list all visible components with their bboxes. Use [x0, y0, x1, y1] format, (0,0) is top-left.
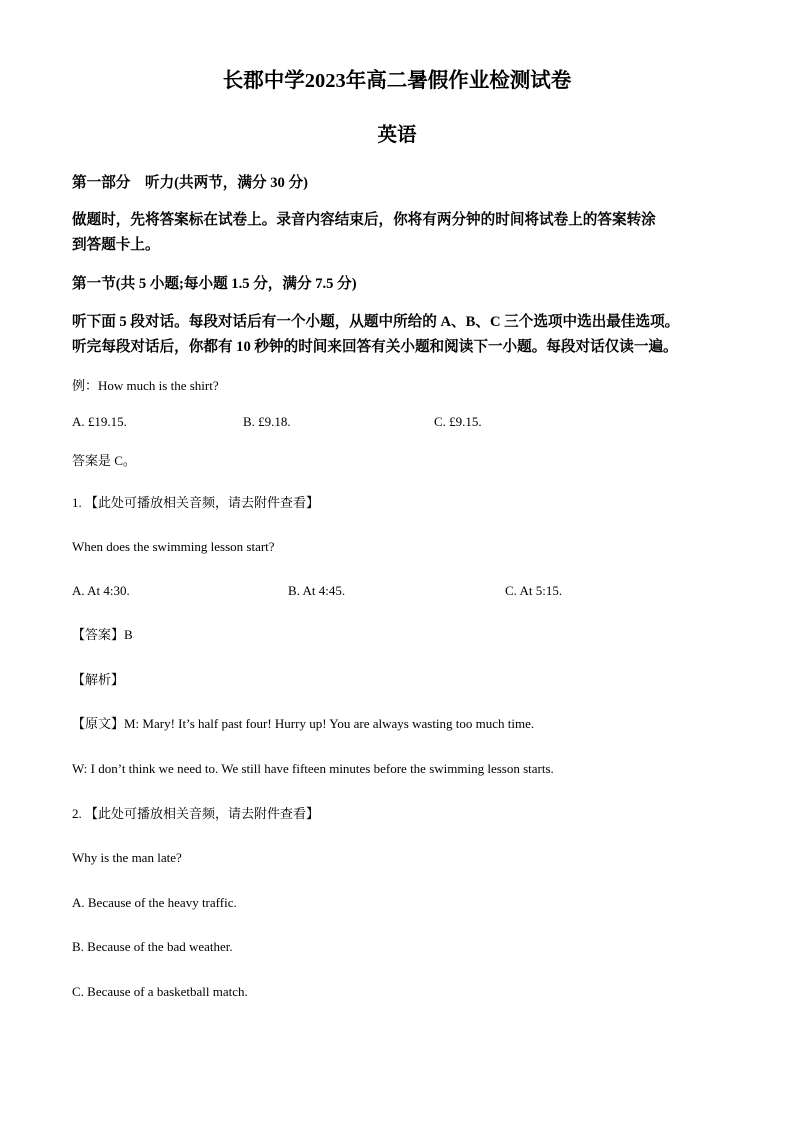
- q1-option-c: C. At 5:15.: [505, 583, 563, 598]
- instructions-line-2: 到答题卡上。: [72, 237, 160, 253]
- q1-transcript-line-2: W: I don’t think we need to. We still have fifteen minutes before the swimming lesson starts.: [72, 761, 554, 776]
- q1-question: When does the swimming lesson start?: [72, 539, 275, 554]
- example-question: 例：How much is the shirt?: [72, 378, 219, 393]
- q2-option-c: C. Because of a basketball match.: [72, 984, 248, 999]
- q1-answer: 【答案】B: [72, 627, 133, 642]
- section1-instructions-line-1: 听下面 5 段对话。每段对话后有一个小题，从题中所给的 A、B、C 三个选项中选出最佳选项。: [72, 314, 680, 330]
- q2-option-a: A. Because of the heavy traffic.: [72, 895, 237, 910]
- exam-title: 长郡中学2023年高二暑假作业检测试卷: [222, 70, 572, 92]
- section1-heading: 第一节(共 5 小题;每小题 1.5 分，满分 7.5 分): [72, 276, 357, 292]
- q1-audio-note: 1. 【此处可播放相关音频，请去附件查看】: [72, 495, 320, 510]
- section1-instructions-line-2: 听完每段对话后，你都有 10 秒钟的时间来回答有关小题和阅读下一小题。每段对话仅读一遍。: [72, 339, 678, 355]
- example-answer: 答案是 C。: [72, 453, 136, 468]
- example-option-a: A. £19.15.: [72, 414, 127, 429]
- subject-title: 英语: [377, 125, 417, 146]
- part1-heading: 第一部分 听力(共两节，满分 30 分): [72, 175, 308, 191]
- example-option-b: B. £9.18.: [243, 414, 291, 429]
- q2-audio-note: 2. 【此处可播放相关音频，请去附件查看】: [72, 806, 320, 821]
- q2-option-b: B. Because of the bad weather.: [72, 939, 233, 954]
- q1-option-b: B. At 4:45.: [288, 583, 346, 598]
- q1-option-a: A. At 4:30.: [72, 583, 130, 598]
- instructions-line-1: 做题时，先将答案标在试卷上。录音内容结束后，你将有两分钟的时间将试卷上的答案转涂: [72, 212, 656, 228]
- q1-analysis: 【解析】: [72, 672, 125, 687]
- q1-transcript-line-1: 【原文】M: Mary! It’s half past four! Hurry up! You are always wasting too much time.: [72, 716, 535, 731]
- q2-question: Why is the man late?: [72, 850, 182, 865]
- example-option-c: C. £9.15.: [434, 414, 482, 429]
